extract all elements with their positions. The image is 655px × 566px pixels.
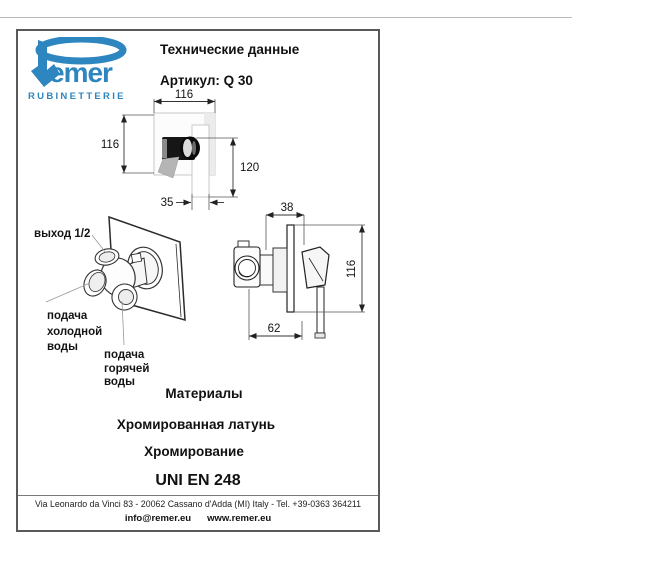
front-view-drawing bbox=[101, 89, 259, 210]
footer-website: www.remer.eu bbox=[207, 513, 272, 524]
remer-logo-icon bbox=[26, 37, 128, 89]
hot-supply-label-line2: горячей bbox=[104, 363, 150, 375]
cold-supply-label-line2: холодной bbox=[47, 326, 103, 338]
dim-front-lever-drop: 120 bbox=[240, 162, 260, 174]
perspective-view-drawing bbox=[34, 217, 185, 388]
footer-email: info@remer.eu bbox=[124, 513, 192, 524]
logo-brand-text: emer bbox=[49, 57, 112, 88]
materials-heading: Материалы bbox=[165, 386, 243, 401]
dim-side-depth: 38 bbox=[280, 202, 294, 214]
footer-divider bbox=[18, 495, 378, 496]
dim-front-width: 116 bbox=[174, 89, 194, 101]
cold-supply-label-line1: подача bbox=[47, 310, 88, 322]
page-title: Технические данные bbox=[160, 42, 300, 57]
dim-front-offset: 35 bbox=[160, 197, 174, 209]
logo-subtitle: RUBINETTERIE bbox=[28, 91, 126, 102]
outlet-label: выход 1/2 bbox=[34, 228, 91, 240]
standard-uni-en: UNI EN 248 bbox=[155, 472, 241, 489]
scan-artifact-line bbox=[0, 17, 572, 18]
article-number: Артикул: Q 30 bbox=[160, 73, 253, 88]
hot-supply-label-line3: воды bbox=[104, 376, 135, 388]
dim-front-height: 116 bbox=[100, 139, 120, 151]
dim-side-height: 116 bbox=[346, 259, 358, 279]
dim-side-width: 62 bbox=[267, 323, 281, 335]
footer-contacts bbox=[18, 513, 378, 524]
footer-address: Via Leonardo da Vinci 83 - 20062 Cassano d'Adda (MI) Italy - Tel. +39-0363 364211 bbox=[35, 499, 361, 509]
cold-supply-label-line3: воды bbox=[47, 341, 78, 353]
technical-drawings bbox=[18, 87, 380, 419]
datasheet-frame bbox=[16, 29, 380, 532]
material-chrome: Хромирование bbox=[144, 444, 244, 459]
hot-supply-label-line1: подача bbox=[104, 349, 145, 361]
side-view-drawing bbox=[234, 202, 365, 340]
material-brass: Хромированная латунь bbox=[116, 417, 276, 432]
